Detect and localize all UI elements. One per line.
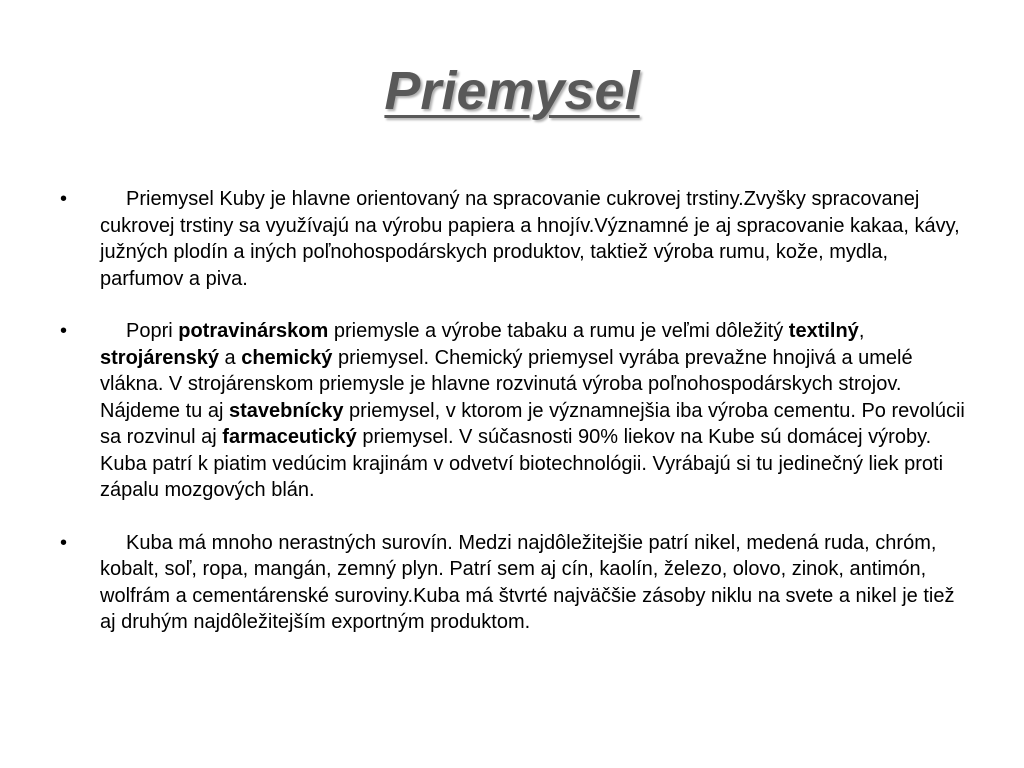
paragraph-text: , (858, 320, 865, 342)
bullet-icon: • (60, 531, 68, 554)
paragraph-text: Priemysel Kuby je hlavne orientovaný na spracovanie cukrovej trstiny.Zvyšky spracovanej cukrovej trstiny sa využívajú na výrobu papiera a hnojív.Významné je aj spracovanie kakaa, kávy, južných plodín a iných poľnohospodárskych produktov, taktiež výroba rumu, kože, mydla, parfumov a piva. (100, 188, 960, 290)
bullet-list (56, 186, 966, 636)
bullet-text (100, 186, 966, 292)
bold-term: farmaceutický (222, 426, 357, 448)
bullet-item (56, 318, 966, 504)
paragraph-text: a (218, 346, 242, 369)
bullet-text (100, 318, 966, 504)
bullet-icon: • (60, 188, 68, 210)
paragraph-text: priemysel. V súčasnosti 90% liekov na Kube sú domácej výroby. Kuba patrí k piatim vedúcim krajinám v odvetví biotechnológii. Vyrábajú si tu jedinečný liek proti zápalu mozgových blán. (100, 426, 944, 501)
bold-term: textilný (788, 320, 859, 342)
slide-title: Priemysel (384, 61, 640, 121)
bold-term: chemický (241, 346, 333, 369)
paragraph-text: Popri (126, 320, 179, 342)
paragraph-text: Kuba má mnoho nerastných surovín. Medzi najdôležitejšie patrí nikel, medená ruda, chróm, kobalt, soľ, ropa, mangán, zemný plyn. Patrí sem aj cín, kaolín, železo, olovo, zinok, antimón, wolfrám a cementárenské suroviny.Kuba má štvrté najväčšie zásoby niklu na svete a nikel je tiež aj druhým najdôležitejším exportným produktom. (100, 531, 955, 633)
paragraph-text: priemysel, v ktorom je významnejšia iba výroba cementu. Po revolúcii sa rozvinul aj (100, 399, 965, 448)
bullet-item (56, 186, 966, 292)
bold-term: strojárenský (100, 346, 219, 369)
bullet-text (100, 530, 966, 636)
bold-term: stavebnícky (228, 399, 344, 422)
bullet-icon: • (60, 320, 68, 342)
bold-term: potravinárskom (178, 320, 329, 342)
bullet-item (56, 530, 966, 636)
paragraph-text: priemysle a výrobe tabaku a rumu je veľmi dôležitý (328, 320, 789, 342)
paragraph-text: priemysel. Chemický priemysel vyrába prevažne hnojivá a umelé vlákna. V strojárenskom priemysle je hlavne rozvinutá výroba poľnohospodárskych strojov. Nájdeme tu aj (100, 346, 913, 422)
